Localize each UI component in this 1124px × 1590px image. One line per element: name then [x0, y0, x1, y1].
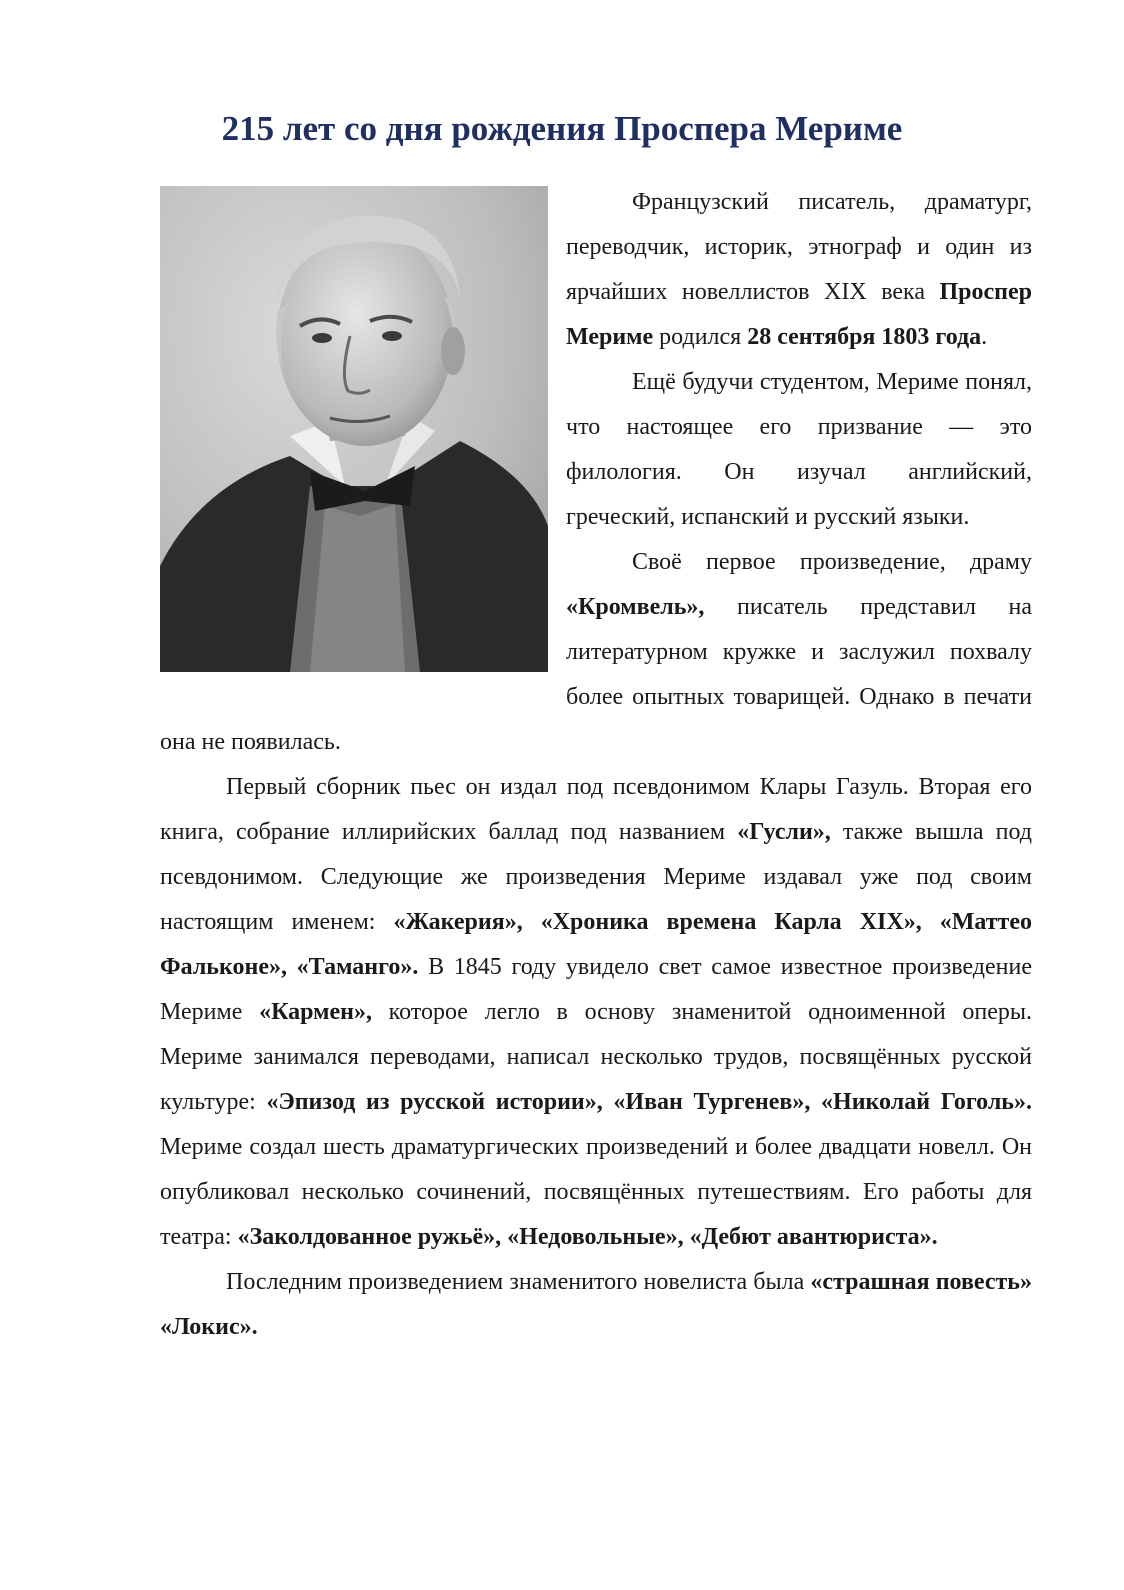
text-run: родился — [653, 324, 748, 350]
text-run: Мериме создал шесть драматургических произведений и более двадцати новелл. Он опубликовал несколько сочинений, посвящённых путешествиям. Его работы для театра: — [160, 1134, 1032, 1250]
page-title: 215 лет со дня рождения Проспера Мериме — [221, 109, 903, 148]
bold-text-run: 28 сентября 1803 года — [747, 324, 982, 350]
text-run: Последним произведением знаменитого новелиста была — [226, 1269, 811, 1295]
text-run: Первый сборник пьес он издал под псевдонимом Клары Газуль. Вторая его книга, собрание иллирийских баллад под названием — [160, 774, 1032, 845]
text-run: . — [981, 324, 988, 350]
paragraph — [160, 1260, 1032, 1350]
text-run: Своё первое произведение, драму — [632, 549, 1032, 575]
paragraph — [160, 765, 1032, 1260]
article-body — [160, 180, 1032, 1350]
bold-text-run: «страшная повесть» «Локис». — [160, 1269, 1033, 1340]
text-run: писатель представил на литературном кружке и заслужил похвалу более опытных товарищей. Однако в печати она не появилась. — [160, 594, 1032, 755]
text-run: Ещё будучи студентом, Мериме понял, что настоящее его призвание — это филология. Он изучал английский, греческий, испанский и русский языки. — [566, 369, 1032, 530]
bold-text-run: «Заколдованное ружьё», «Недовольные», «Дебют авантюриста». — [237, 1224, 938, 1250]
bold-text-run: «Эпизод из русской истории», «Иван Тургенев», «Николай Гоголь». — [266, 1089, 1033, 1115]
text-run: также вышла под псевдонимом. Следующие же произведения Мериме издавал уже под своим настоящим именем: — [160, 819, 1032, 935]
text-run: В 1845 году увидело свет самое известное произведение Мериме — [160, 954, 1032, 1025]
text-run: Французский писатель, драматург, переводчик, историк, этнограф и один из ярчайших новеллистов XIX века — [566, 189, 1032, 305]
portrait-photo — [160, 186, 548, 672]
bold-text-run: «Кромвель», — [566, 594, 705, 620]
bold-text-run: «Кармен», — [259, 999, 372, 1025]
bold-text-run: «Жакерия», «Хроника времена Карла XIX», «Маттео Фальконе», «Таманго». — [160, 909, 1032, 980]
bold-text-run: «Гусли», — [737, 819, 831, 845]
text-run: которое легло в основу знаменитой одноименной оперы. Мериме занимался переводами, написал несколько трудов, посвящённых русской культуре: — [160, 999, 1032, 1115]
bold-text-run: Проспер Мериме — [566, 279, 1032, 350]
